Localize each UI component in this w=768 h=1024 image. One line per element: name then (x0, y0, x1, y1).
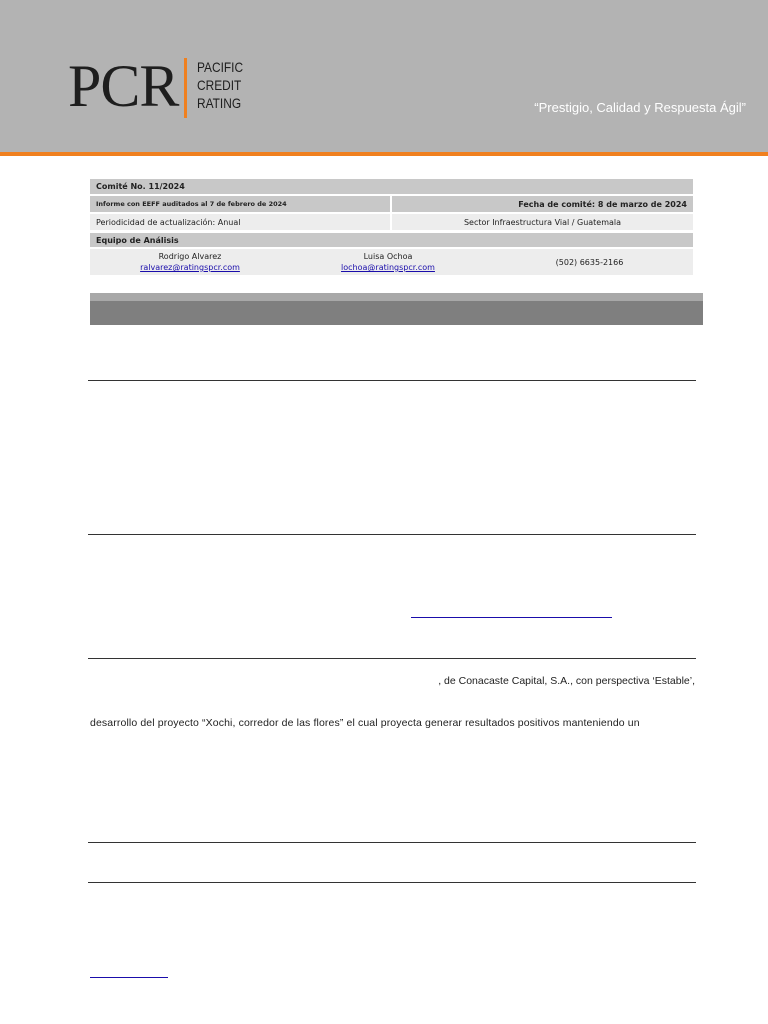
logo-word: PACIFIC (197, 59, 244, 75)
analyst-name: Rodrigo Alvarez (158, 252, 222, 261)
title-band-top (90, 293, 703, 301)
fecha-comite: Fecha de comité: 8 de marzo de 2024 (392, 196, 693, 212)
analyst-1 (90, 249, 290, 275)
logo-word: CREDIT (197, 77, 242, 93)
comite-number: Comité No. 11/2024 (96, 182, 185, 191)
contact-phone: (502) 6635-2166 (555, 257, 624, 267)
hyperlink-underline[interactable] (411, 617, 612, 618)
comite-row (90, 179, 693, 194)
logo-word: RATING (197, 95, 242, 111)
title-band (90, 301, 703, 325)
analyst-email-link[interactable]: lochoa@ratingspcr.com (341, 263, 435, 272)
informe-label: Informe con EEFF auditados al 7 de febrero de 2024 (90, 196, 390, 212)
analyst-name: Luisa Ochoa (363, 252, 413, 261)
equipo-row (90, 233, 693, 247)
body-text-line: , de Conacaste Capital, S.A., con perspectiva ‘Estable’, (438, 675, 695, 687)
analyst-email-link[interactable]: ralvarez@ratingspcr.com (140, 263, 240, 272)
header-accent-bar (0, 152, 768, 156)
informe-row (90, 196, 693, 212)
analyst-2 (290, 249, 486, 275)
report-info-table (90, 179, 693, 275)
report-header (0, 0, 768, 152)
logo-separator (184, 58, 187, 118)
sector: Sector Infraestructura Vial / Guatemala (392, 214, 693, 230)
body-text-line: desarrollo del proyecto “Xochi, corredor de las flores” el cual proyecta generar resultados positivos manteniendo un (90, 717, 640, 729)
hyperlink-underline[interactable] (90, 977, 168, 978)
section-divider (88, 658, 696, 659)
periodicidad-row (90, 214, 693, 230)
section-divider (88, 842, 696, 843)
pcr-logo (68, 53, 252, 119)
section-divider (88, 534, 696, 535)
equipo-label: Equipo de Análisis (96, 235, 179, 245)
logo-words (197, 58, 243, 112)
slogan: “Prestigio, Calidad y Respuesta Ágil” (534, 100, 746, 115)
logo-mark: PCR (68, 53, 179, 119)
periodicidad: Periodicidad de actualización: Anual (90, 214, 390, 230)
section-divider (88, 882, 696, 883)
analysts-row (90, 249, 693, 275)
section-divider (88, 380, 696, 381)
